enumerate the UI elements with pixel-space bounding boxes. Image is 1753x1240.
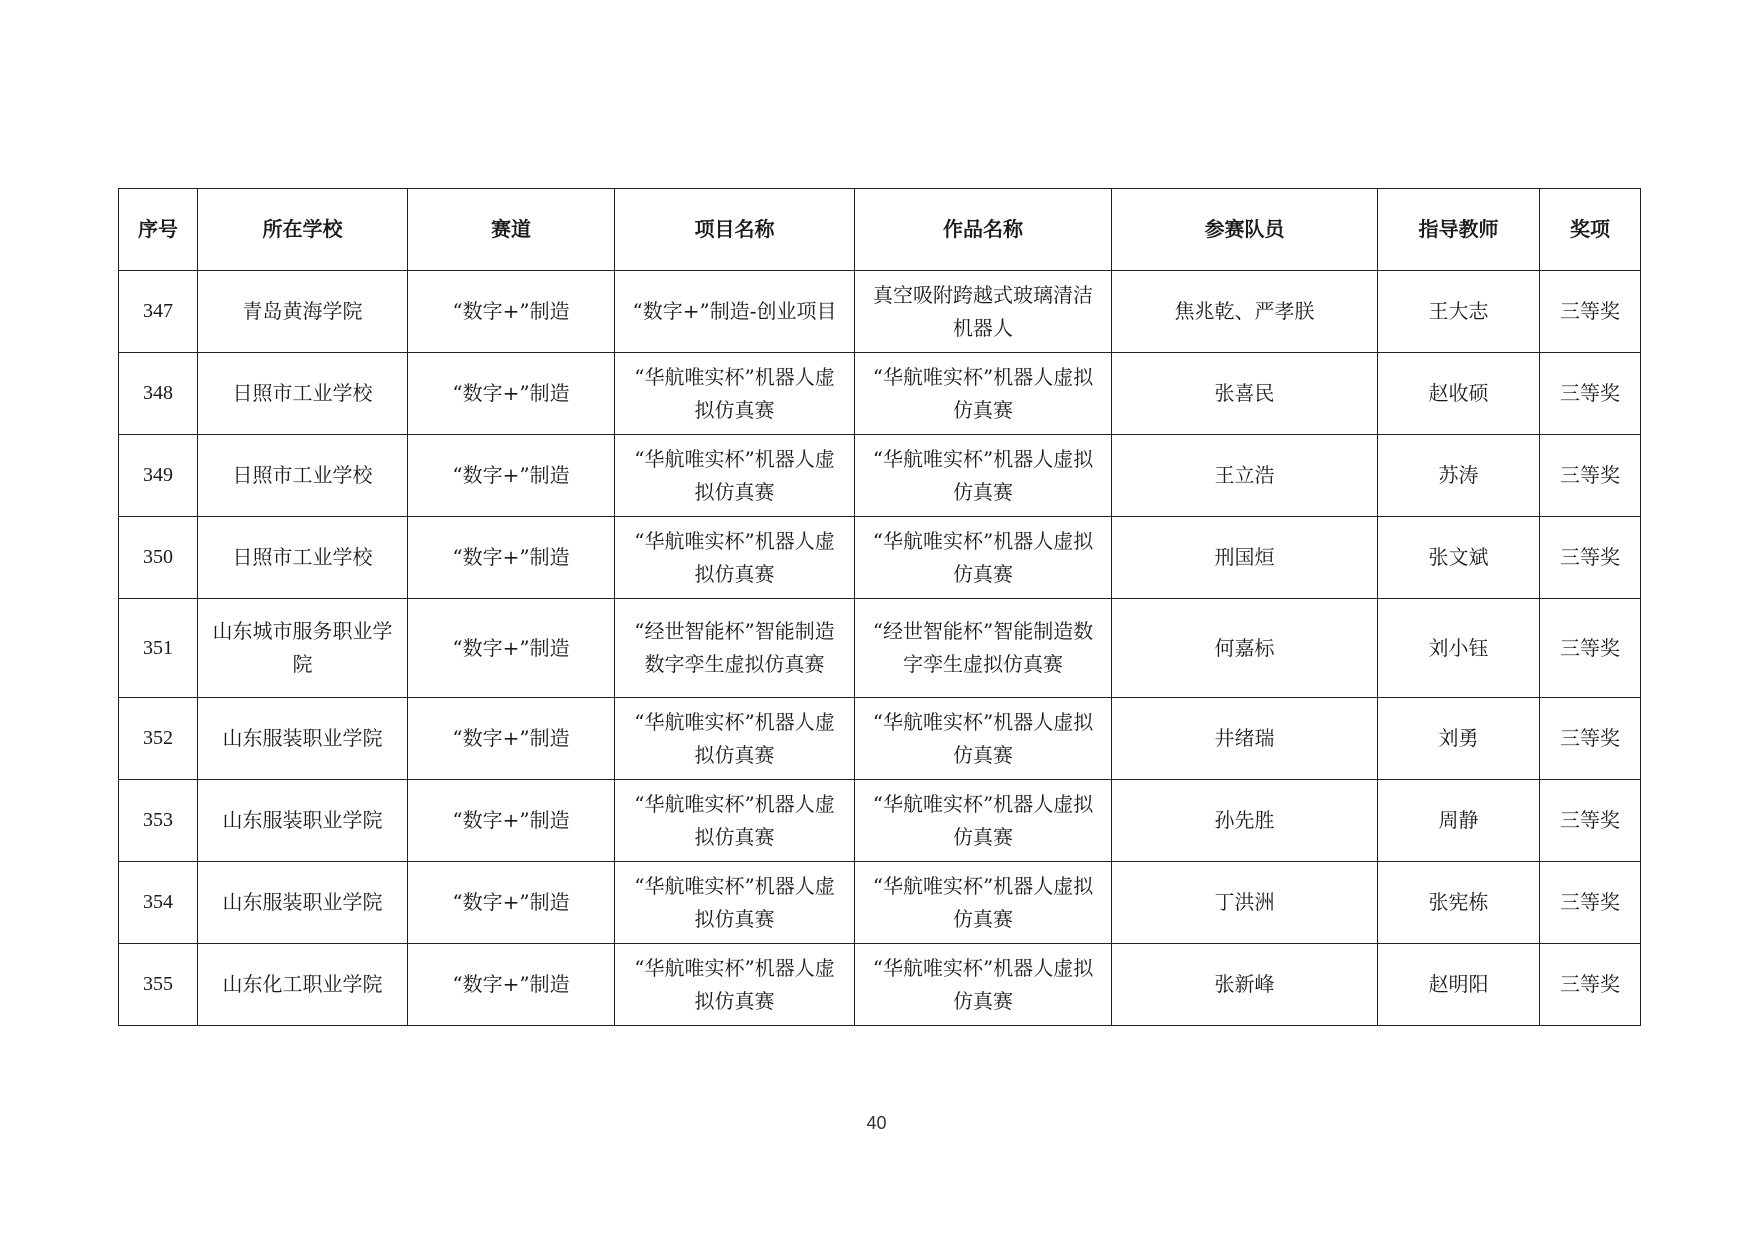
cell-members: 焦兆乾、严孝朕	[1112, 271, 1378, 353]
cell-teacher: 赵收硕	[1378, 353, 1540, 435]
cell-members: 孙先胜	[1112, 780, 1378, 862]
table-row	[119, 862, 1641, 944]
table-row	[119, 599, 1641, 698]
cell-work: “华航唯实杯”机器人虚拟仿真赛	[855, 435, 1112, 517]
cell-work: “华航唯实杯”机器人虚拟仿真赛	[855, 517, 1112, 599]
cell-members: 丁洪洲	[1112, 862, 1378, 944]
cell-seq: 355	[119, 944, 198, 1026]
cell-project: “经世智能杯”智能制造数字孪生虚拟仿真赛	[615, 599, 855, 698]
cell-members: 王立浩	[1112, 435, 1378, 517]
cell-track: “数字+”制造	[408, 599, 615, 698]
header-track: 赛道	[408, 189, 615, 271]
cell-members: 刑国烜	[1112, 517, 1378, 599]
cell-track: “数字+”制造	[408, 698, 615, 780]
header-row	[119, 189, 1641, 271]
table-row	[119, 698, 1641, 780]
cell-award: 三等奖	[1540, 780, 1641, 862]
table-row	[119, 353, 1641, 435]
cell-award: 三等奖	[1540, 435, 1641, 517]
cell-project: “华航唯实杯”机器人虚拟仿真赛	[615, 862, 855, 944]
cell-work: “华航唯实杯”机器人虚拟仿真赛	[855, 944, 1112, 1026]
cell-project: “华航唯实杯”机器人虚拟仿真赛	[615, 780, 855, 862]
cell-work: “华航唯实杯”机器人虚拟仿真赛	[855, 698, 1112, 780]
cell-track: “数字+”制造	[408, 517, 615, 599]
cell-teacher: 刘小钰	[1378, 599, 1540, 698]
cell-members: 张新峰	[1112, 944, 1378, 1026]
cell-project: “华航唯实杯”机器人虚拟仿真赛	[615, 435, 855, 517]
cell-work: “经世智能杯”智能制造数字孪生虚拟仿真赛	[855, 599, 1112, 698]
cell-seq: 347	[119, 271, 198, 353]
cell-members: 井绪瑞	[1112, 698, 1378, 780]
cell-school: 山东服装职业学院	[198, 862, 408, 944]
cell-award: 三等奖	[1540, 271, 1641, 353]
table-row	[119, 271, 1641, 353]
cell-teacher: 张文斌	[1378, 517, 1540, 599]
cell-seq: 349	[119, 435, 198, 517]
cell-members: 张喜民	[1112, 353, 1378, 435]
cell-teacher: 周静	[1378, 780, 1540, 862]
cell-track: “数字+”制造	[408, 271, 615, 353]
cell-school: 山东城市服务职业学院	[198, 599, 408, 698]
cell-seq: 351	[119, 599, 198, 698]
cell-project: “华航唯实杯”机器人虚拟仿真赛	[615, 353, 855, 435]
cell-seq: 352	[119, 698, 198, 780]
cell-award: 三等奖	[1540, 599, 1641, 698]
cell-school: 日照市工业学校	[198, 435, 408, 517]
cell-school: 山东服装职业学院	[198, 698, 408, 780]
cell-school: 山东服装职业学院	[198, 780, 408, 862]
cell-teacher: 赵明阳	[1378, 944, 1540, 1026]
cell-track: “数字+”制造	[408, 862, 615, 944]
table-row	[119, 517, 1641, 599]
header-teacher: 指导教师	[1378, 189, 1540, 271]
cell-project: “数字+”制造-创业项目	[615, 271, 855, 353]
cell-work: 真空吸附跨越式玻璃清洁机器人	[855, 271, 1112, 353]
header-award: 奖项	[1540, 189, 1641, 271]
cell-teacher: 张宪栋	[1378, 862, 1540, 944]
cell-award: 三等奖	[1540, 517, 1641, 599]
header-project: 项目名称	[615, 189, 855, 271]
header-members: 参赛队员	[1112, 189, 1378, 271]
cell-seq: 350	[119, 517, 198, 599]
header-seq: 序号	[119, 189, 198, 271]
cell-seq: 354	[119, 862, 198, 944]
cell-work: “华航唯实杯”机器人虚拟仿真赛	[855, 353, 1112, 435]
page-number: 40	[866, 1113, 887, 1133]
cell-members: 何嘉标	[1112, 599, 1378, 698]
header-work: 作品名称	[855, 189, 1112, 271]
table-row	[119, 780, 1641, 862]
cell-award: 三等奖	[1540, 862, 1641, 944]
cell-teacher: 苏涛	[1378, 435, 1540, 517]
cell-award: 三等奖	[1540, 353, 1641, 435]
table-row	[119, 435, 1641, 517]
cell-project: “华航唯实杯”机器人虚拟仿真赛	[615, 698, 855, 780]
cell-project: “华航唯实杯”机器人虚拟仿真赛	[615, 517, 855, 599]
cell-project: “华航唯实杯”机器人虚拟仿真赛	[615, 944, 855, 1026]
cell-seq: 348	[119, 353, 198, 435]
cell-school: 山东化工职业学院	[198, 944, 408, 1026]
cell-track: “数字+”制造	[408, 353, 615, 435]
cell-track: “数字+”制造	[408, 435, 615, 517]
cell-track: “数字+”制造	[408, 780, 615, 862]
cell-school: 青岛黄海学院	[198, 271, 408, 353]
cell-award: 三等奖	[1540, 698, 1641, 780]
cell-school: 日照市工业学校	[198, 517, 408, 599]
cell-award: 三等奖	[1540, 944, 1641, 1026]
cell-work: “华航唯实杯”机器人虚拟仿真赛	[855, 862, 1112, 944]
cell-school: 日照市工业学校	[198, 353, 408, 435]
header-school: 所在学校	[198, 189, 408, 271]
cell-seq: 353	[119, 780, 198, 862]
cell-teacher: 王大志	[1378, 271, 1540, 353]
award-table	[118, 188, 1641, 1026]
cell-work: “华航唯实杯”机器人虚拟仿真赛	[855, 780, 1112, 862]
cell-teacher: 刘勇	[1378, 698, 1540, 780]
table-row	[119, 944, 1641, 1026]
cell-track: “数字+”制造	[408, 944, 615, 1026]
